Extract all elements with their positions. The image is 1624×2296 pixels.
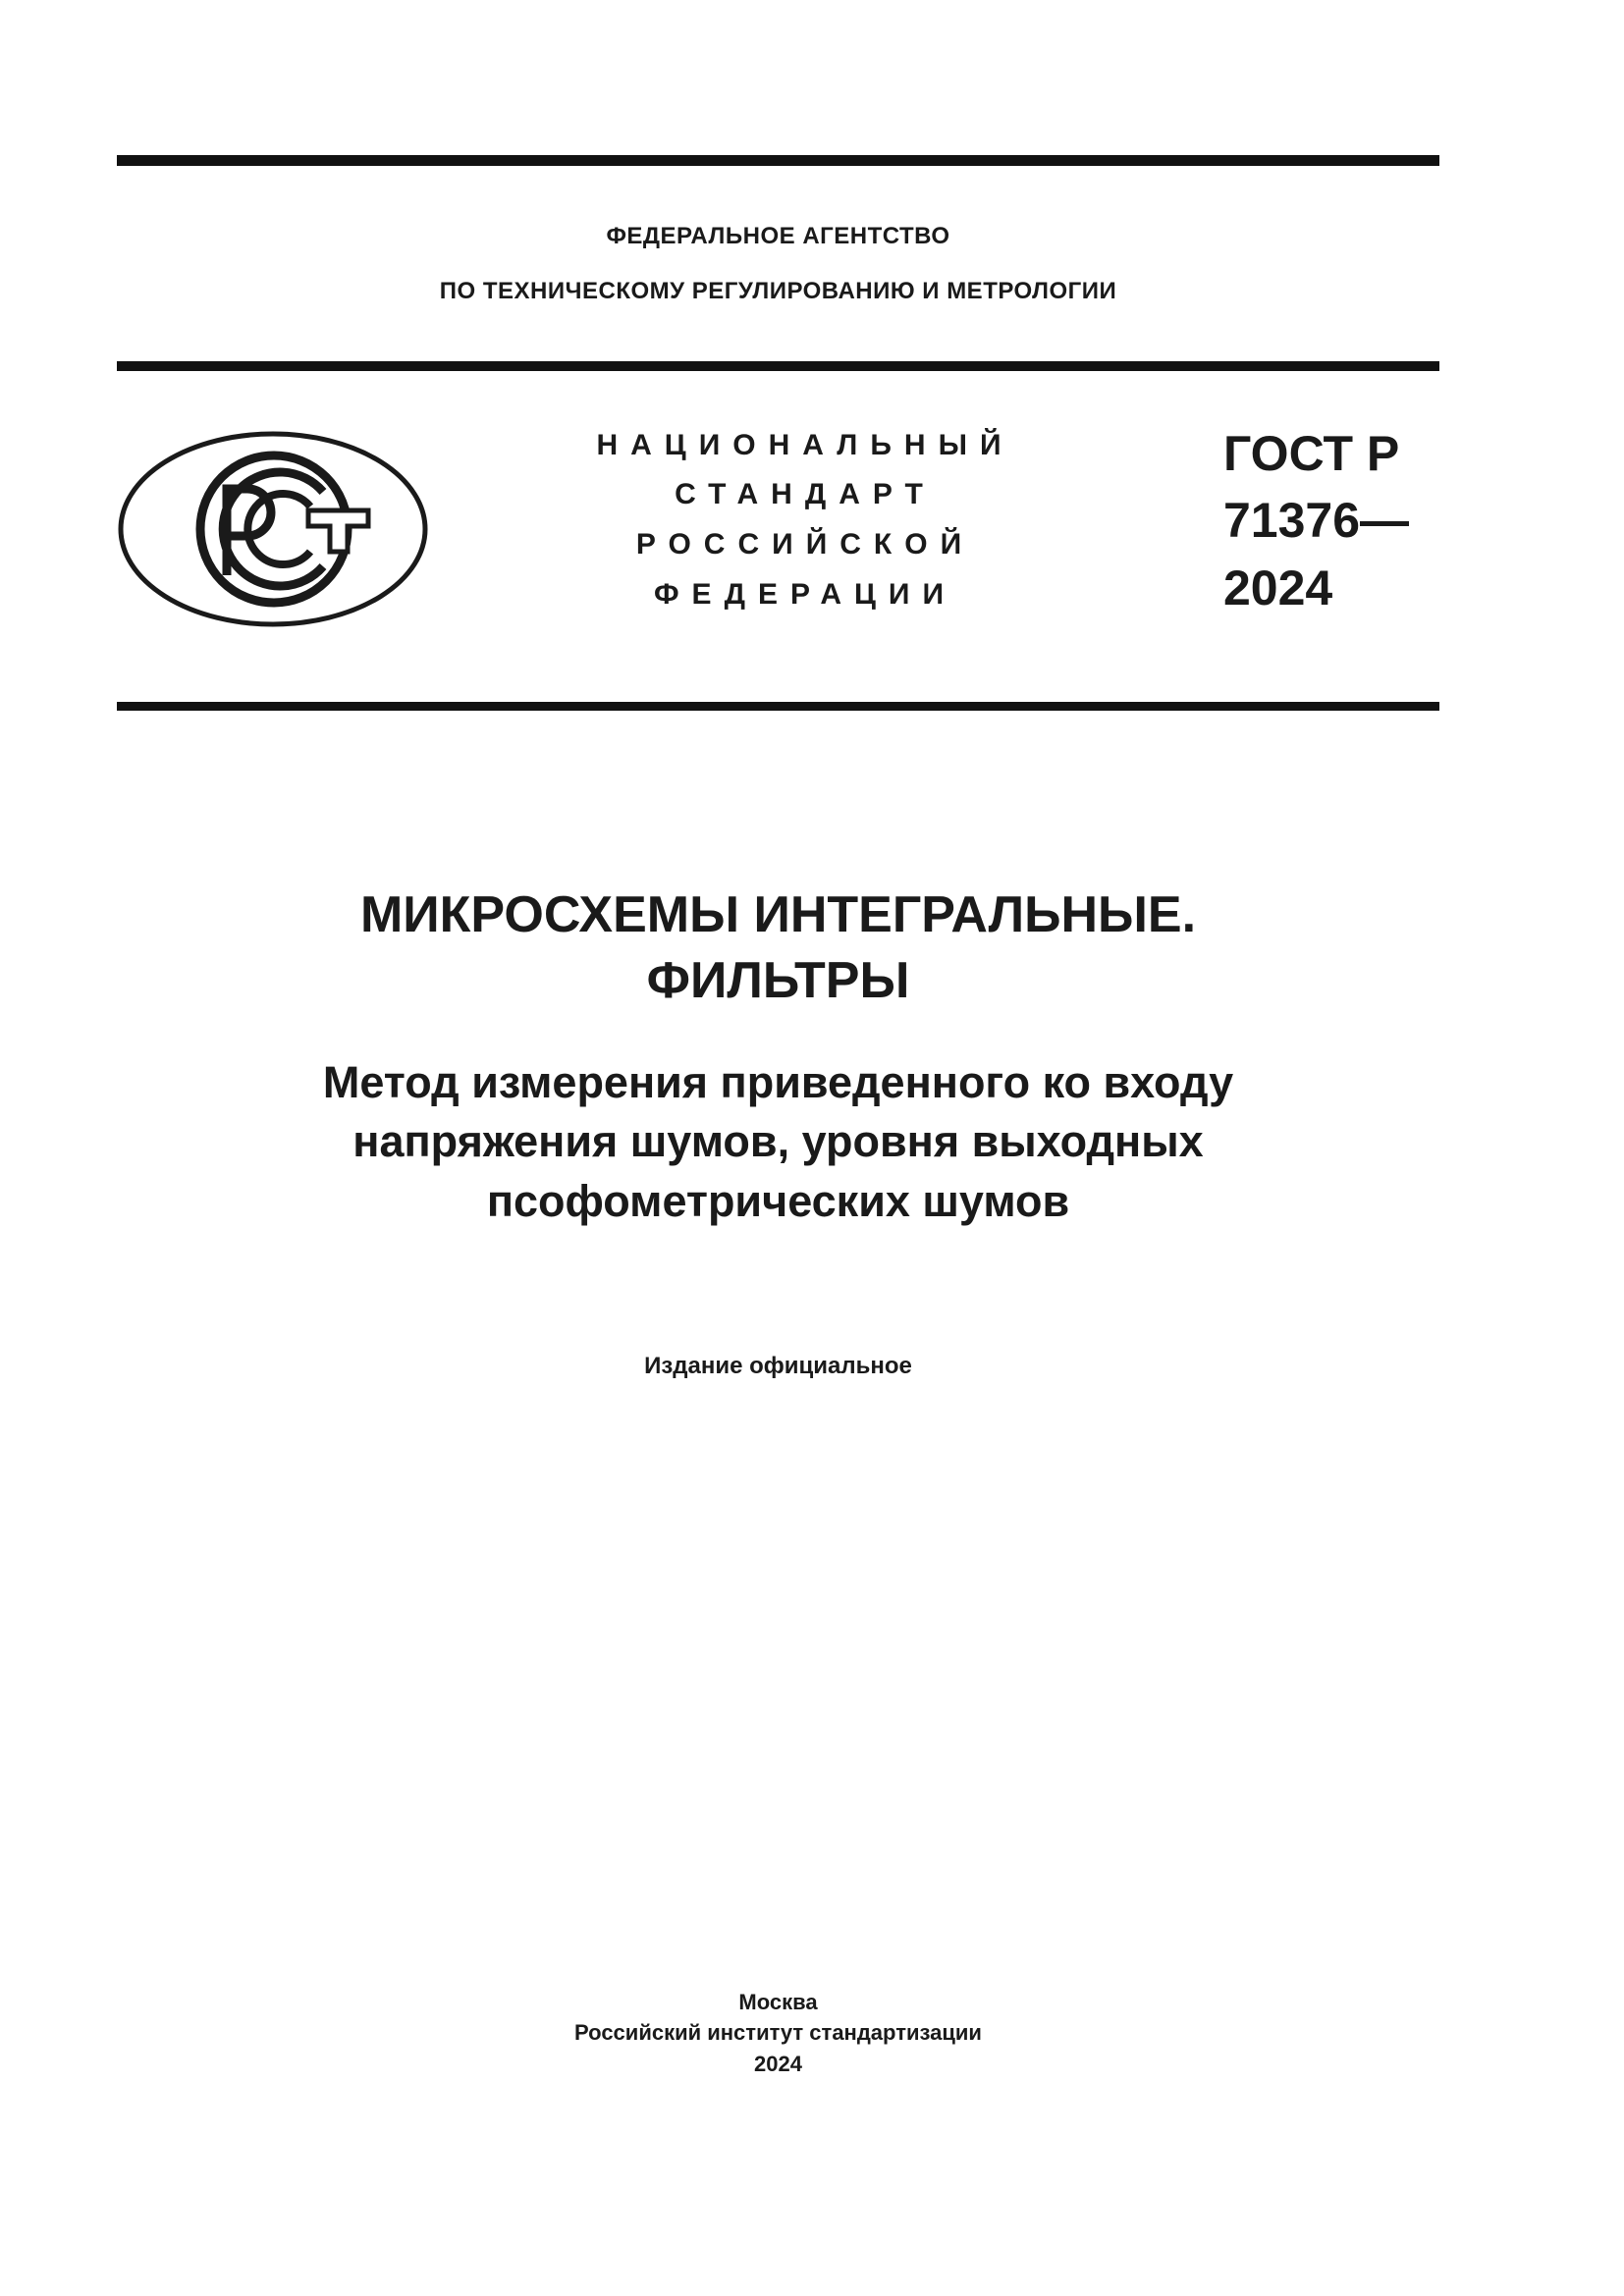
standard-designation-line: 2024 <box>1223 561 1333 615</box>
national-standard-line: РОССИЙСКОЙ <box>635 528 975 561</box>
national-standard-line: ФЕДЕРАЦИИ <box>653 578 957 611</box>
agency-line-2: ПО ТЕХНИЧЕСКОМУ РЕГУЛИРОВАНИЮ И МЕТРОЛОГИИ <box>439 278 1117 304</box>
document-subtitle-line: напряжения шумов, уровня выходных <box>352 1116 1204 1166</box>
rst-mark-icon <box>117 430 429 628</box>
national-standard-line: СТАНДАРТ <box>675 478 936 510</box>
document-title-line: МИКРОСХЕМЫ ИНТЕГРАЛЬНЫЕ. <box>359 886 1197 943</box>
imprint-city: Москва <box>738 1990 818 2014</box>
standard-designation-line: 71376— <box>1223 493 1410 548</box>
edition-label: Издание официальное <box>644 1353 912 1379</box>
imprint-publisher: Российский институт стандартизации <box>574 2020 982 2045</box>
top-rule <box>117 155 1439 166</box>
imprint-year: 2024 <box>754 2052 802 2076</box>
middle-rule <box>117 361 1439 371</box>
document-title-line: ФИЛЬТРЫ <box>646 952 910 1009</box>
bottom-rule <box>117 702 1439 711</box>
document-subtitle-line: Метод измерения приведенного ко входу <box>322 1057 1234 1107</box>
standard-designation-line: ГОСТ Р <box>1223 426 1400 481</box>
agency-line-1: ФЕДЕРАЛЬНОЕ АГЕНТСТВО <box>606 223 950 249</box>
national-standard-line: НАЦИОНАЛЬНЫЙ <box>596 429 1014 461</box>
document-subtitle-line: псофометрических шумов <box>486 1176 1070 1226</box>
